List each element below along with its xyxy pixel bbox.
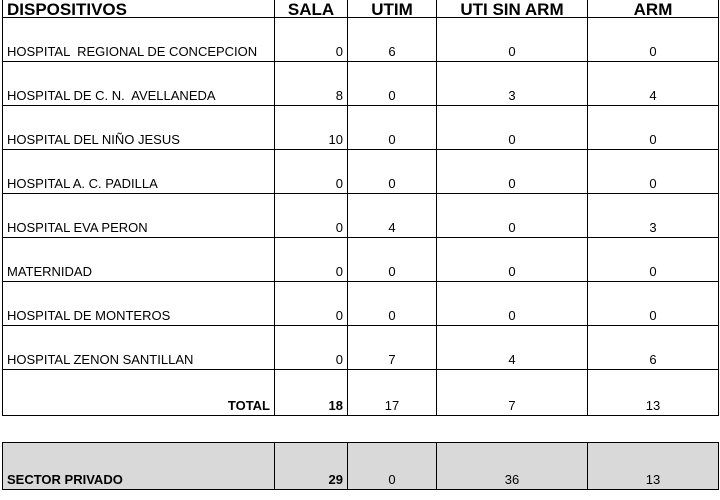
row-arm: 0 — [588, 150, 719, 194]
row-sala: 0 — [275, 282, 348, 326]
row-utim: 0 — [348, 106, 437, 150]
row-name: MATERNIDAD — [3, 238, 275, 282]
row-utim: 0 — [348, 150, 437, 194]
row-name: HOSPITAL ZENON SANTILLAN — [3, 326, 275, 370]
row-name: HOSPITAL DEL NIÑO JESUS — [3, 106, 275, 150]
total-label: TOTAL — [3, 370, 275, 416]
row-sala: 0 — [275, 238, 348, 282]
row-name: HOSPITAL DE MONTEROS — [3, 282, 275, 326]
header-utim: UTIM — [348, 0, 437, 18]
header-dispositivos: DISPOSITIVOS — [3, 0, 275, 18]
row-sala: 8 — [275, 62, 348, 106]
row-arm: 6 — [588, 326, 719, 370]
row-utim: 0 — [348, 282, 437, 326]
total-row — [3, 370, 719, 416]
row-sala: 10 — [275, 106, 348, 150]
row-sala: 0 — [275, 18, 348, 62]
row-uti-sin-arm: 4 — [437, 326, 588, 370]
row-uti-sin-arm: 0 — [437, 18, 588, 62]
row-sala: 0 — [275, 326, 348, 370]
dispositivos-table — [2, 0, 719, 416]
row-uti-sin-arm: 0 — [437, 238, 588, 282]
row-uti-sin-arm: 0 — [437, 282, 588, 326]
row-name: HOSPITAL REGIONAL DE CONCEPCION — [3, 18, 275, 62]
row-uti-sin-arm: 0 — [437, 194, 588, 238]
row-utim: 7 — [348, 326, 437, 370]
row-sala: 0 — [275, 150, 348, 194]
row-arm: 3 — [588, 194, 719, 238]
sector-privado-row — [3, 443, 719, 490]
table-row — [3, 326, 719, 370]
total-sala: 18 — [275, 370, 348, 416]
table-row — [3, 282, 719, 326]
table-row — [3, 194, 719, 238]
total-uti-sin-arm: 7 — [437, 370, 588, 416]
row-uti-sin-arm: 3 — [437, 62, 588, 106]
row-arm: 4 — [588, 62, 719, 106]
row-arm: 0 — [588, 238, 719, 282]
row-sala: 0 — [275, 194, 348, 238]
sector-privado-uti-sin-arm: 36 — [437, 443, 588, 490]
row-uti-sin-arm: 0 — [437, 106, 588, 150]
table-row — [3, 106, 719, 150]
header-uti-sin-arm: UTI SIN ARM — [437, 0, 588, 18]
row-utim: 0 — [348, 238, 437, 282]
total-arm: 13 — [588, 370, 719, 416]
row-name: HOSPITAL A. C. PADILLA — [3, 150, 275, 194]
header-arm: ARM — [588, 0, 719, 18]
row-name: HOSPITAL EVA PERON — [3, 194, 275, 238]
total-utim: 17 — [348, 370, 437, 416]
header-row — [3, 0, 719, 18]
table-row — [3, 238, 719, 282]
row-arm: 0 — [588, 106, 719, 150]
table-row — [3, 62, 719, 106]
sector-privado-sala: 29 — [275, 443, 348, 490]
table-row — [3, 18, 719, 62]
sector-privado-label: SECTOR PRIVADO — [3, 443, 275, 490]
row-arm: 0 — [588, 18, 719, 62]
sector-privado-table — [2, 442, 719, 490]
row-utim: 6 — [348, 18, 437, 62]
row-name: HOSPITAL DE C. N. AVELLANEDA — [3, 62, 275, 106]
row-arm: 0 — [588, 282, 719, 326]
row-uti-sin-arm: 0 — [437, 150, 588, 194]
row-utim: 4 — [348, 194, 437, 238]
sector-privado-utim: 0 — [348, 443, 437, 490]
row-utim: 0 — [348, 62, 437, 106]
sector-privado-arm: 13 — [588, 443, 719, 490]
header-sala: SALA — [275, 0, 348, 18]
table-row — [3, 150, 719, 194]
